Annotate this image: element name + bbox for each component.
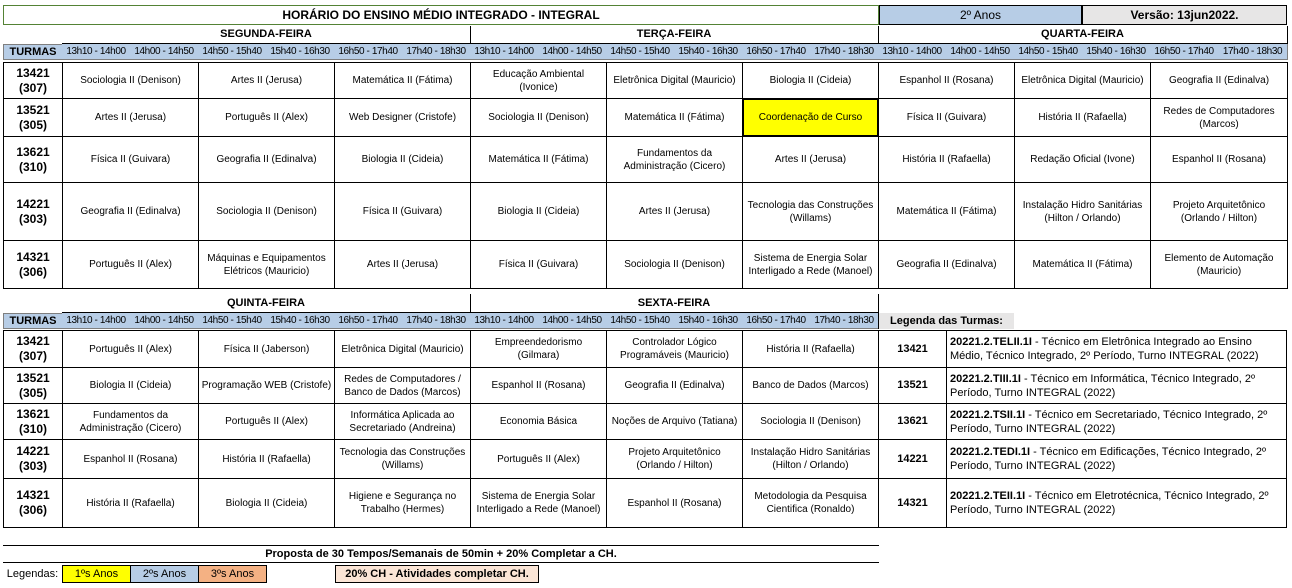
bottom-subject-cell[interactable]: História II (Rafaella) bbox=[198, 439, 335, 479]
top-subject-cell[interactable]: Física II (Guivara) bbox=[878, 98, 1015, 137]
top-subject-cell[interactable]: Geografia II (Edinalva) bbox=[198, 136, 335, 183]
top-subject-cell[interactable]: Matemática II (Fátima) bbox=[334, 62, 471, 99]
bottom-subject-cell[interactable]: Informática Aplicada ao Secretariado (Andreina) bbox=[334, 403, 471, 440]
top-subject-cell[interactable]: Educação Ambiental (Ivonice) bbox=[470, 62, 607, 99]
bottom-subject-cell[interactable]: Economia Básica bbox=[470, 403, 607, 440]
top-time-slot[interactable]: 16h50 - 17h40 bbox=[742, 44, 811, 60]
class-code: 14321 bbox=[16, 249, 50, 264]
legend-description: - Técnico em Secretariado, Técnico Integrado, 2º Período, Turno INTEGRAL (2022) bbox=[950, 408, 1268, 435]
legend-text[interactable] bbox=[946, 439, 1287, 479]
top-subject-cell[interactable]: Artes II (Jerusa) bbox=[742, 136, 879, 183]
bottom-subject-cell[interactable]: Espanhol II (Rosana) bbox=[62, 439, 199, 479]
top-time-slot[interactable]: 15h40 - 16h30 bbox=[1082, 44, 1151, 60]
class-code: 14221 bbox=[16, 196, 50, 211]
legend-text[interactable] bbox=[946, 478, 1287, 528]
top-subject-cell[interactable]: Biologia II (Cideia) bbox=[334, 136, 471, 183]
top-subject-cell[interactable]: Biologia II (Cideia) bbox=[742, 62, 879, 99]
bottom-subject-cell[interactable]: História II (Rafaella) bbox=[62, 478, 199, 528]
class-room: (303) bbox=[18, 459, 47, 473]
legend-description: - Técnico em Eletrotécnica, Técnico Integrado, 2º Período, Turno INTEGRAL (2022) bbox=[950, 490, 1269, 516]
top-class-cell[interactable] bbox=[3, 240, 63, 289]
legend-prefix: 20221.2.TEDI.1I bbox=[950, 446, 1031, 458]
legend-text[interactable] bbox=[946, 330, 1287, 368]
legend-label: Legendas: bbox=[6, 567, 59, 580]
bottom-subject-cell[interactable]: Redes de Computadores / Banco de Dados (Marcos) bbox=[334, 367, 471, 404]
class-code: 13421 bbox=[16, 334, 50, 348]
class-code: 13621 bbox=[16, 406, 50, 421]
bottom-day-0[interactable]: QUINTA-FEIRA bbox=[62, 294, 471, 313]
top-time-slot[interactable]: 13h10 - 14h00 bbox=[470, 44, 539, 60]
bottom-subject-cell[interactable]: Higiene e Segurança no Trabalho (Hermes) bbox=[334, 478, 471, 528]
legend-description: - Técnico em Informática, Técnico Integrado, 2º Período, Turno INTEGRAL (2022) bbox=[950, 372, 1256, 399]
bottom-time-slot[interactable]: 15h40 - 16h30 bbox=[266, 313, 335, 329]
top-subject-cell[interactable]: História II (Rafaella) bbox=[878, 136, 1015, 183]
top-time-slot[interactable]: 17h40 - 18h30 bbox=[402, 44, 471, 60]
top-subject-cell[interactable]: Artes II (Jerusa) bbox=[198, 62, 335, 99]
bottom-subject-cell[interactable]: Biologia II (Cideia) bbox=[198, 478, 335, 528]
bottom-subject-cell[interactable]: Física II (Jaberson) bbox=[198, 330, 335, 368]
top-subject-cell[interactable]: Fundamentos da Administração (Cicero) bbox=[606, 136, 743, 183]
ch-note[interactable]: 20% CH - Atividades completar CH. bbox=[335, 565, 539, 583]
top-day-0[interactable]: SEGUNDA-FEIRA bbox=[62, 26, 471, 44]
bottom-subject-cell[interactable]: Empreendedorismo (Gilmara) bbox=[470, 330, 607, 368]
top-subject-cell[interactable]: História II (Rafaella) bbox=[1014, 98, 1151, 137]
legend-code[interactable]: 14321 bbox=[878, 478, 947, 528]
bottom-subject-cell[interactable]: Português II (Alex) bbox=[198, 403, 335, 440]
color-legend-2[interactable]: 2ºs Anos bbox=[130, 565, 199, 583]
top-class-cell[interactable] bbox=[3, 98, 63, 137]
class-room: (307) bbox=[18, 80, 47, 95]
top-time-slot[interactable]: 14h00 - 14h50 bbox=[538, 44, 607, 60]
bottom-time-slot[interactable]: 17h40 - 18h30 bbox=[402, 313, 471, 329]
bottom-time-slot[interactable]: 13h10 - 14h00 bbox=[62, 313, 131, 329]
top-time-slot[interactable]: 17h40 - 18h30 bbox=[1218, 44, 1288, 60]
top-time-slot[interactable]: 15h40 - 16h30 bbox=[266, 44, 335, 60]
top-subject-cell[interactable]: Biologia II (Cideia) bbox=[470, 182, 607, 241]
top-subject-cell[interactable]: Sistema de Energia Solar Interligado a Rede (Manoel) bbox=[742, 240, 879, 289]
bottom-corner bbox=[3, 294, 62, 313]
legend-description: - Técnico em Edificações, Técnico Integrado, 2º Período, Turno INTEGRAL (2022) bbox=[950, 446, 1267, 472]
top-subject-cell[interactable]: Física II (Guivara) bbox=[334, 182, 471, 241]
top-time-slot[interactable]: 14h00 - 14h50 bbox=[130, 44, 199, 60]
class-code: 13521 bbox=[16, 102, 50, 117]
top-subject-cell[interactable]: Tecnologia das Construções (Willams) bbox=[742, 182, 879, 241]
color-legend-3[interactable]: 3ºs Anos bbox=[198, 565, 267, 583]
top-day-1[interactable]: TERÇA-FEIRA bbox=[470, 26, 879, 44]
top-subject-cell[interactable]: Matemática II (Fátima) bbox=[878, 182, 1015, 241]
bottom-time-slot[interactable]: 14h50 - 15h40 bbox=[606, 313, 675, 329]
top-time-slot[interactable]: 14h00 - 14h50 bbox=[946, 44, 1015, 60]
top-class-cell[interactable] bbox=[3, 182, 63, 241]
legend-description: - Técnico em Eletrônica Integrado ao Ensino Médio, Técnico Integrado, 2º Período, Turno INTEGRAL (2022) bbox=[950, 336, 1259, 362]
top-subject-cell[interactable]: Coordenação de Curso bbox=[743, 99, 878, 136]
class-room: (306) bbox=[18, 264, 47, 279]
top-corner bbox=[3, 26, 62, 44]
top-subject-cell[interactable]: Redes de Computadores (Marcos) bbox=[1150, 98, 1288, 137]
class-code: 13621 bbox=[16, 144, 50, 159]
top-subject-cell[interactable]: Eletrônica Digital (Mauricio) bbox=[1014, 62, 1151, 99]
bottom-time-slot[interactable]: 16h50 - 17h40 bbox=[334, 313, 403, 329]
top-time-slot[interactable]: 13h10 - 14h00 bbox=[62, 44, 131, 60]
top-subject-cell[interactable]: Geografia II (Edinalva) bbox=[878, 240, 1015, 289]
legend-text[interactable] bbox=[946, 403, 1287, 440]
bottom-time-slot[interactable]: 15h40 - 16h30 bbox=[674, 313, 743, 329]
bottom-subject-cell[interactable]: Metodologia da Pesquisa Cientifica (Ronaldo) bbox=[742, 478, 879, 528]
bottom-class-cell[interactable] bbox=[3, 403, 63, 440]
top-subject-cell[interactable]: Sociologia II (Denison) bbox=[606, 240, 743, 289]
top-time-slot[interactable]: 14h50 - 15h40 bbox=[606, 44, 675, 60]
top-subject-cell[interactable]: Artes II (Jerusa) bbox=[334, 240, 471, 289]
legend-text[interactable] bbox=[946, 367, 1287, 404]
footer-note[interactable]: Proposta de 30 Tempos/Semanais de 50min + 20% Completar a CH. bbox=[3, 545, 879, 563]
legend-code[interactable]: 13421 bbox=[878, 330, 947, 368]
bottom-time-slot[interactable]: 14h00 - 14h50 bbox=[538, 313, 607, 329]
bottom-subject-cell[interactable]: Português II (Alex) bbox=[470, 439, 607, 479]
bottom-turmas-header[interactable]: TURMAS bbox=[3, 313, 63, 329]
top-subject-cell[interactable]: Português II (Alex) bbox=[198, 98, 335, 137]
class-room: (303) bbox=[18, 211, 47, 226]
top-subject-cell[interactable]: Geografia II (Edinalva) bbox=[1150, 62, 1288, 99]
bottom-subject-cell[interactable]: História II (Rafaella) bbox=[742, 330, 879, 368]
class-code: 13421 bbox=[16, 65, 50, 80]
top-subject-cell[interactable]: Sociologia II (Denison) bbox=[62, 62, 199, 99]
top-subject-cell[interactable]: Matemática II (Fátima) bbox=[470, 136, 607, 183]
top-subject-cell[interactable]: Espanhol II (Rosana) bbox=[1150, 136, 1288, 183]
top-time-slot[interactable]: 14h50 - 15h40 bbox=[198, 44, 267, 60]
class-code: 14221 bbox=[16, 444, 50, 458]
class-room: (310) bbox=[18, 421, 47, 436]
bottom-subject-cell[interactable]: Geografia II (Edinalva) bbox=[606, 367, 743, 404]
top-subject-cell[interactable]: Artes II (Jerusa) bbox=[62, 98, 199, 137]
top-subject-cell[interactable]: Web Designer (Cristofe) bbox=[334, 98, 471, 137]
bottom-subject-cell[interactable]: Projeto Arquitetônico (Orlando / Hilton) bbox=[606, 439, 743, 479]
legend-title[interactable]: Legenda das Turmas: bbox=[878, 313, 1014, 329]
legend-code[interactable]: 13521 bbox=[878, 367, 947, 404]
grade-cell[interactable]: 2º Anos bbox=[879, 5, 1082, 25]
top-subject-cell[interactable]: Matemática II (Fátima) bbox=[606, 98, 743, 137]
top-subject-cell[interactable]: Física II (Guivara) bbox=[470, 240, 607, 289]
bottom-class-cell[interactable] bbox=[3, 439, 63, 479]
legend-code[interactable]: 14221 bbox=[878, 439, 947, 479]
top-class-cell[interactable] bbox=[3, 62, 63, 99]
bottom-subject-cell[interactable]: Sistema de Energia Solar Interligado a Rede (Manoel) bbox=[470, 478, 607, 528]
top-time-slot[interactable]: 15h40 - 16h30 bbox=[674, 44, 743, 60]
bottom-time-slot[interactable]: 16h50 - 17h40 bbox=[742, 313, 811, 329]
class-room: (305) bbox=[18, 117, 47, 132]
top-subject-cell[interactable]: Elemento de Automação (Mauricio) bbox=[1150, 240, 1288, 289]
bottom-day-1[interactable]: SEXTA-FEIRA bbox=[470, 294, 879, 313]
legend-prefix: 20221.2.TSII.1I bbox=[950, 408, 1026, 421]
bottom-subject-cell[interactable]: Controlador Lógico Programáveis (Mauricio) bbox=[606, 330, 743, 368]
legend-prefix: 20221.2.TELII.1I bbox=[950, 336, 1032, 348]
bottom-class-cell[interactable] bbox=[3, 478, 63, 528]
class-room: (307) bbox=[18, 349, 47, 363]
legend-prefix: 20221.2.TEII.1I bbox=[950, 490, 1026, 502]
top-day-2[interactable]: QUARTA-FEIRA bbox=[878, 26, 1288, 44]
bottom-subject-cell[interactable]: Espanhol II (Rosana) bbox=[606, 478, 743, 528]
bottom-subject-cell[interactable]: Português II (Alex) bbox=[62, 330, 199, 368]
top-subject-cell[interactable]: Sociologia II (Denison) bbox=[198, 182, 335, 241]
bottom-time-slot[interactable]: 14h50 - 15h40 bbox=[198, 313, 267, 329]
top-subject-cell[interactable]: Física II (Guivara) bbox=[62, 136, 199, 183]
top-subject-cell[interactable]: Artes II (Jerusa) bbox=[606, 182, 743, 241]
class-code: 13521 bbox=[16, 370, 50, 385]
top-turmas-header[interactable]: TURMAS bbox=[3, 44, 63, 60]
bottom-subject-cell[interactable]: Sociologia II (Denison) bbox=[742, 403, 879, 440]
color-legend-1[interactable]: 1ºs Anos bbox=[62, 565, 131, 583]
class-code: 14321 bbox=[16, 488, 50, 502]
top-subject-cell[interactable]: Redação Oficial (Ivone) bbox=[1014, 136, 1151, 183]
top-subject-cell[interactable]: Espanhol II (Rosana) bbox=[878, 62, 1015, 99]
bottom-subject-cell[interactable]: Biologia II (Cideia) bbox=[62, 367, 199, 404]
top-time-slot[interactable]: 16h50 - 17h40 bbox=[1150, 44, 1219, 60]
class-room: (305) bbox=[18, 385, 47, 400]
title-cell[interactable]: HORÁRIO DO ENSINO MÉDIO INTEGRADO - INTEGRAL bbox=[3, 5, 879, 25]
bottom-time-slot[interactable]: 17h40 - 18h30 bbox=[810, 313, 879, 329]
bottom-subject-cell[interactable]: Tecnologia das Construções (Willams) bbox=[334, 439, 471, 479]
bottom-subject-cell[interactable]: Noções de Arquivo (Tatiana) bbox=[606, 403, 743, 440]
top-class-cell[interactable] bbox=[3, 136, 63, 183]
bottom-time-slot[interactable]: 13h10 - 14h00 bbox=[470, 313, 539, 329]
bottom-class-cell[interactable] bbox=[3, 367, 63, 404]
top-subject-cell[interactable]: Português II (Alex) bbox=[62, 240, 199, 289]
bottom-subject-cell[interactable]: Banco de Dados (Marcos) bbox=[742, 367, 879, 404]
bottom-subject-cell[interactable]: Espanhol II (Rosana) bbox=[470, 367, 607, 404]
version-cell[interactable]: Versão: 13jun2022. bbox=[1082, 5, 1287, 25]
bottom-subject-cell[interactable]: Eletrônica Digital (Mauricio) bbox=[334, 330, 471, 368]
bottom-class-cell[interactable] bbox=[3, 330, 63, 368]
class-room: (306) bbox=[18, 503, 47, 517]
bottom-subject-cell[interactable]: Fundamentos da Administração (Cicero) bbox=[62, 403, 199, 440]
legend-prefix: 20221.2.TIII.1I bbox=[950, 372, 1021, 385]
legend-code[interactable]: 13621 bbox=[878, 403, 947, 440]
top-subject-cell[interactable]: Instalação Hidro Sanitárias (Hilton / Orlando) bbox=[1014, 182, 1151, 241]
top-time-slot[interactable]: 14h50 - 15h40 bbox=[1014, 44, 1083, 60]
top-time-slot[interactable]: 17h40 - 18h30 bbox=[810, 44, 879, 60]
top-subject-cell[interactable]: Geografia II (Edinalva) bbox=[62, 182, 199, 241]
bottom-time-slot[interactable]: 14h00 - 14h50 bbox=[130, 313, 199, 329]
top-subject-cell[interactable]: Eletrônica Digital (Mauricio) bbox=[606, 62, 743, 99]
bottom-subject-cell[interactable]: Instalação Hidro Sanitárias (Hilton / Orlando) bbox=[742, 439, 879, 479]
top-subject-cell[interactable]: Projeto Arquitetônico (Orlando / Hilton) bbox=[1150, 182, 1288, 241]
top-subject-cell[interactable]: Matemática II (Fátima) bbox=[1014, 240, 1151, 289]
top-time-slot[interactable]: 16h50 - 17h40 bbox=[334, 44, 403, 60]
top-subject-cell[interactable]: Sociologia II (Denison) bbox=[470, 98, 607, 137]
bottom-subject-cell[interactable]: Programação WEB (Cristofe) bbox=[198, 367, 335, 404]
top-subject-cell[interactable]: Máquinas e Equipamentos Elétricos (Mauricio) bbox=[198, 240, 335, 289]
top-time-slot[interactable]: 13h10 - 14h00 bbox=[878, 44, 947, 60]
class-room: (310) bbox=[18, 159, 47, 174]
